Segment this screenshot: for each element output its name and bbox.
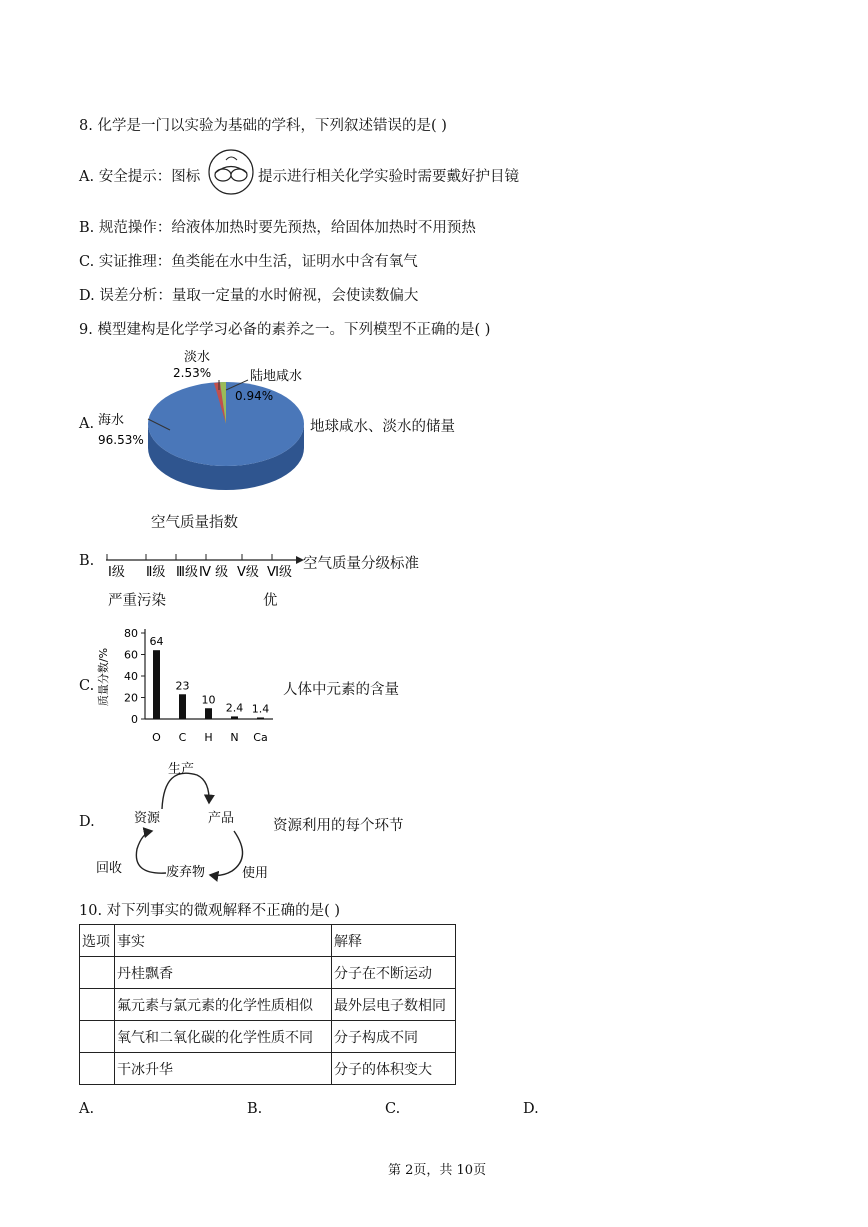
arrow-recycle bbox=[136, 831, 166, 873]
grade-label: Ⅱ级 bbox=[146, 565, 166, 580]
q9-option-d-letter: D. bbox=[79, 814, 95, 830]
q9-option-c-letter: C. bbox=[79, 678, 95, 694]
grade-label: Ⅵ级 bbox=[267, 565, 292, 580]
q9-option-b-left-end: 严重污染 bbox=[108, 593, 166, 609]
q9-stem: 9. 模型建构是化学学习必备的素养之一。下列模型不正确的是( ) bbox=[79, 322, 491, 338]
q8-option-b: B. 规范操作：给液体加热时要先预热，给固体加热时不用预热 bbox=[79, 220, 476, 236]
table-header-row bbox=[80, 925, 456, 957]
table-cell: 氟元素与氯元素的化学性质相似 bbox=[115, 989, 332, 1021]
resource-cycle-diagram bbox=[92, 757, 282, 885]
x-tick-label: H bbox=[204, 731, 213, 744]
table-cell bbox=[80, 989, 115, 1021]
y-axis-label: 质量分数/% bbox=[97, 647, 110, 707]
grade-label: I级 bbox=[108, 565, 125, 580]
q9-option-a-letter: A. bbox=[79, 416, 95, 432]
bar-N bbox=[231, 716, 238, 719]
q8-option-d: D. 误差分析：量取一定量的水时俯视，会使读数偏大 bbox=[79, 288, 419, 304]
table-cell: 氧气和二氧化碳的化学性质不同 bbox=[115, 1021, 332, 1053]
y-tick-label: 80 bbox=[124, 627, 138, 640]
pie-value-freshwater: 2.53% bbox=[173, 366, 212, 380]
y-tick-label: 60 bbox=[124, 648, 138, 662]
bar-value-label: 1.4 bbox=[251, 702, 270, 716]
header-cell: 事实 bbox=[115, 925, 332, 957]
edge-label-produce: 生产 bbox=[168, 762, 195, 777]
q9-option-b-right-end: 优 bbox=[263, 593, 278, 609]
q9-option-b-title: 空气质量指数 bbox=[151, 515, 238, 531]
table-cell: 分子构成不同 bbox=[332, 1021, 456, 1053]
q10-option-d: D. bbox=[523, 1101, 539, 1117]
table-row bbox=[80, 989, 456, 1021]
grade-label: Ⅳ 级 bbox=[199, 565, 229, 580]
node-resource: 资源 bbox=[134, 811, 161, 826]
q10-option-a: A. bbox=[79, 1101, 95, 1117]
bar-value-label: 10 bbox=[201, 693, 216, 707]
bar-C bbox=[179, 694, 186, 719]
q9-option-b-axis-label: 空气质量分级标准 bbox=[303, 556, 419, 572]
q8-option-a-prefix: A. 安全提示：图标 bbox=[79, 169, 201, 185]
grade-label: Ⅴ级 bbox=[237, 565, 259, 580]
q9-option-b-letter: B. bbox=[79, 553, 95, 569]
node-waste: 废弃物 bbox=[166, 865, 206, 880]
table-cell bbox=[80, 1021, 115, 1053]
bar-value-label: 23 bbox=[175, 679, 190, 693]
page-footer: 第 2页，共 10页 bbox=[388, 1163, 487, 1178]
table-cell: 分子的体积变大 bbox=[332, 1053, 456, 1085]
q8-stem: 8. 化学是一门以实验为基础的学科，下列叙述错误的是( ) bbox=[79, 118, 447, 134]
table-cell bbox=[80, 1053, 115, 1085]
bar-O bbox=[153, 650, 160, 719]
q9-option-c-caption: 人体中元素的含量 bbox=[283, 682, 399, 698]
table-cell: 干冰升华 bbox=[115, 1053, 332, 1085]
arrow-produce bbox=[162, 773, 209, 809]
table-cell: 分子在不断运动 bbox=[332, 957, 456, 989]
edge-label-use: 使用 bbox=[242, 866, 269, 881]
y-tick-label: 20 bbox=[124, 691, 138, 705]
table-cell: 最外层电子数相同 bbox=[332, 989, 456, 1021]
edge-label-recycle: 回收 bbox=[96, 861, 123, 876]
table-row bbox=[80, 1021, 456, 1053]
air-quality-axis bbox=[100, 548, 305, 582]
q8-option-c: C. 实证推理：鱼类能在水中生活，证明水中含有氧气 bbox=[79, 254, 418, 270]
pie-label-seawater: 海水 bbox=[98, 413, 125, 428]
pie-value-seawater: 96.53% bbox=[98, 433, 144, 447]
q9-option-d-caption: 资源利用的每个环节 bbox=[273, 818, 404, 834]
table-row bbox=[80, 957, 456, 989]
q10-option-b: B. bbox=[247, 1101, 263, 1117]
x-tick-label: O bbox=[152, 731, 161, 744]
table-row bbox=[80, 1053, 456, 1085]
node-product: 产品 bbox=[208, 811, 235, 826]
bar-value-label: 64 bbox=[149, 635, 164, 649]
goggles-hazard-icon bbox=[204, 148, 258, 196]
table-cell: 丹桂飘香 bbox=[115, 957, 332, 989]
q10-table bbox=[79, 924, 456, 1085]
bar-value-label: 2.4 bbox=[225, 701, 244, 715]
table-cell bbox=[80, 957, 115, 989]
pie-value-saline: 0.94% bbox=[235, 389, 274, 403]
x-tick-label: Ca bbox=[253, 731, 268, 744]
bar-H bbox=[205, 708, 212, 719]
y-tick-label: 40 bbox=[124, 670, 138, 683]
q10-option-c: C. bbox=[385, 1101, 401, 1117]
header-cell: 解释 bbox=[332, 925, 456, 957]
pie-label-saline: 陆地咸水 bbox=[250, 369, 303, 384]
q9-option-a-caption: 地球咸水、淡水的储量 bbox=[310, 419, 455, 435]
grade-label: Ⅲ级 bbox=[176, 565, 198, 580]
header-cell: 选项 bbox=[80, 925, 115, 957]
pie-label-freshwater: 淡水 bbox=[184, 350, 211, 365]
q8-option-a-suffix: 提示进行相关化学实验时需要戴好护目镜 bbox=[258, 169, 519, 185]
q10-stem: 10. 对下列事实的微观解释不正确的是( ) bbox=[79, 903, 341, 919]
element-bar-chart bbox=[95, 620, 280, 748]
y-tick-label: 0 bbox=[131, 713, 138, 726]
x-tick-label: N bbox=[230, 731, 239, 744]
pie-chart bbox=[96, 344, 316, 502]
bar-Ca bbox=[257, 717, 264, 719]
x-tick-label: C bbox=[178, 731, 187, 744]
arrow-use bbox=[210, 831, 243, 876]
